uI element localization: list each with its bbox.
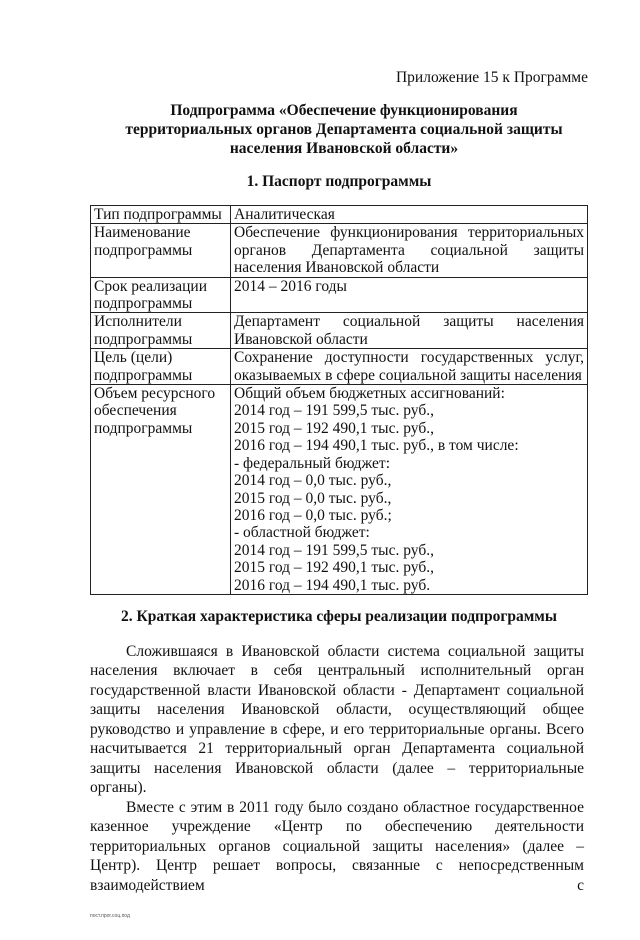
table-row [91, 385, 588, 595]
row-label: Объем ресурсного обеспечения подпрограммы [91, 385, 231, 595]
section2-body [90, 642, 584, 896]
section2-heading: 2. Краткая характеристика сферы реализации подпрограммы [121, 607, 557, 625]
value-line: 2016 год – 194 490,1 тыс. руб. [234, 576, 431, 594]
value-line: 2016 год – 0,0 тыс. руб.; [234, 506, 392, 524]
row-value [231, 385, 588, 595]
row-value [231, 349, 588, 385]
table-row [91, 224, 588, 277]
value-line: Сохранение доступности государственных услуг, оказываемых в сфере социальной защиты населения [234, 349, 584, 384]
value-line: 2014 год – 0,0 тыс. руб., [234, 472, 392, 490]
row-label: Срок реализации подпрограммы [91, 277, 231, 313]
value-line: Общий объем бюджетных ассигнований: [234, 385, 505, 403]
value-line: 2015 год – 192 490,1 тыс. руб., [234, 559, 434, 577]
value-line: 2014 – 2016 годы [234, 277, 347, 295]
value-line: Обеспечение функционирования территориальных органов Департамента социальной защиты населения Ивановской области [234, 224, 584, 277]
value-line: 2015 год – 192 490,1 тыс. руб., [234, 419, 434, 437]
row-value [231, 206, 588, 224]
title-line: территориальных органов Департамента социальной защиты [125, 121, 563, 138]
paragraph: Вместе с этим в 2011 году было создано областное государственное казенное учреждение «Центр по обеспечению деятельности территориальных органов социальной защиты населения» (далее – Центр). Центр решает вопросы, связанные с непосредственным взаимодействием с [90, 798, 584, 894]
value-line: Департамент социальной защиты населения Ивановской области [234, 313, 584, 348]
row-label: Исполнители подпрограммы [91, 313, 231, 349]
row-value [231, 313, 588, 349]
value-line: - областной бюджет: [234, 524, 370, 542]
row-label: Наименование подпрограммы [91, 224, 231, 277]
value-line: 2014 год – 191 599,5 тыс. руб., [234, 541, 434, 559]
row-value [231, 224, 588, 277]
table-row [91, 206, 588, 224]
value-line: Аналитическая [234, 206, 335, 223]
passport-heading: 1. Паспорт подпрограммы [246, 173, 432, 190]
subprogram-title [90, 101, 588, 158]
value-line: - федеральный бюджет: [234, 454, 390, 472]
row-value [231, 277, 588, 313]
value-line: 2016 год – 194 490,1 тыс. руб., в том числе: [234, 437, 519, 455]
title-line: населения Ивановской области» [229, 140, 459, 157]
footer-filename: пост.прог.соц.под [90, 913, 130, 920]
table-row [91, 313, 588, 349]
row-label: Тип подпрограммы [91, 206, 231, 224]
appendix-label: Приложение 15 к Программе [395, 69, 588, 86]
paragraph: Сложившаяся в Ивановской области система социальной защиты населения включает в себя центральный исполнительный орган государственной власти Ивановской области - Департамент социальной защиты населения Ивановской области, осуществляющий общее руководство и управление в сфере, и его территориальные органы. Всего насчитывается 21 территориальный орган Департамента социальной защиты населения Ивановской области (далее – территориальные органы). [90, 642, 584, 797]
value-line: 2014 год – 191 599,5 тыс. руб., [234, 402, 434, 420]
value-line: 2015 год – 0,0 тыс. руб., [234, 489, 392, 507]
table-row [91, 277, 588, 313]
passport-table [90, 205, 588, 595]
table-row [91, 349, 588, 385]
row-label: Цель (цели) подпрограммы [91, 349, 231, 385]
title-line: Подпрограмма «Обеспечение функционирования [170, 102, 518, 119]
